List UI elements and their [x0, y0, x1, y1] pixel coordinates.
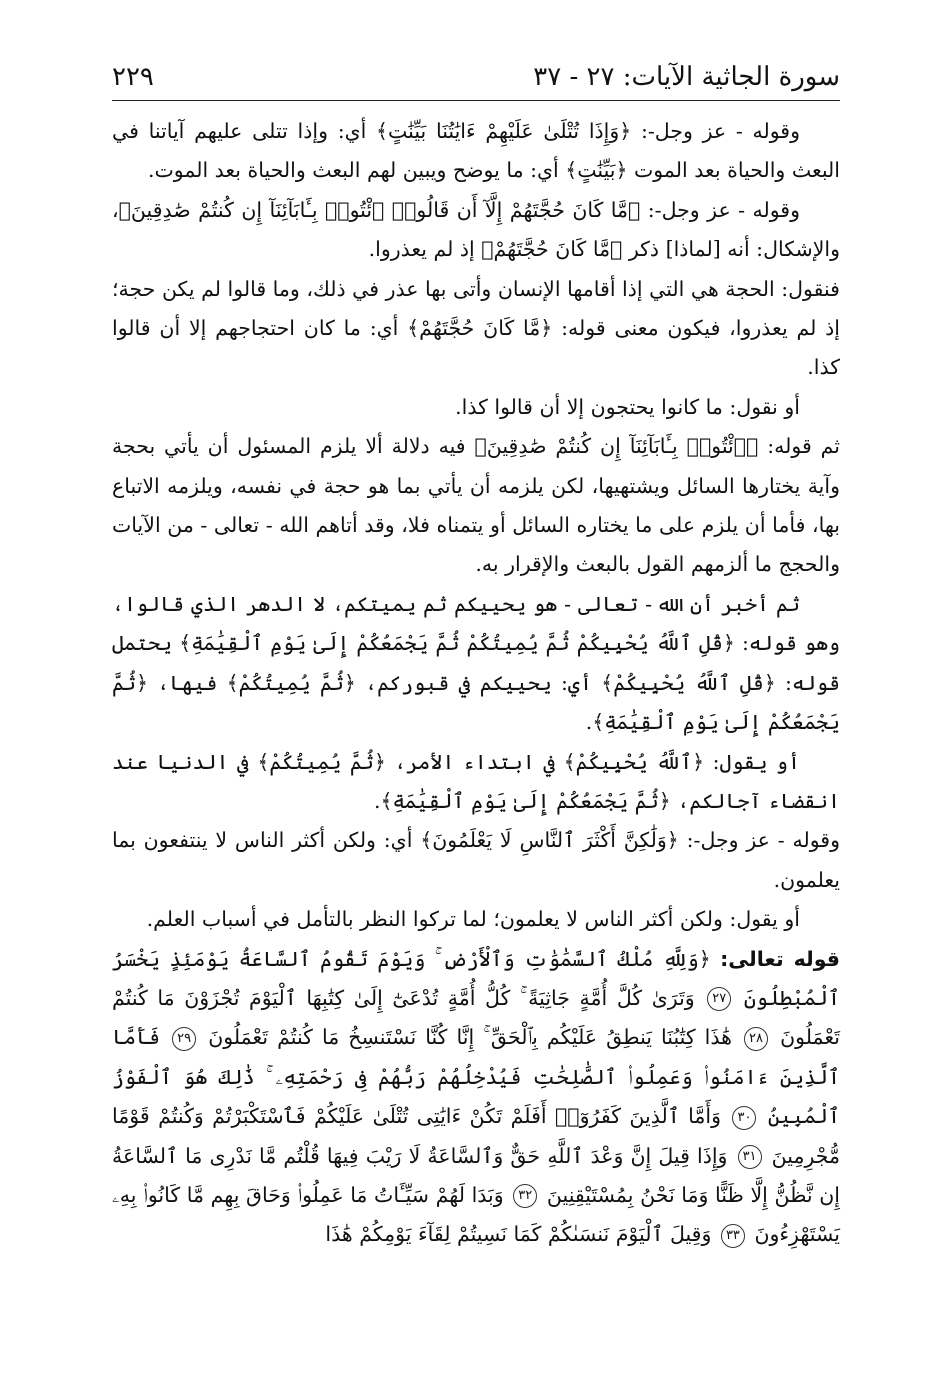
verse-text: وَإِذَا قِيلَ إِنَّ وَعْدَ ٱللَّهِ حَقٌّ وَٱلسَّاعَةُ لَا رَيْبَ فِيهَا قُلْتُم مَّا نَدْرِى مَا ٱلسَّاعَةُ إِن نَّظُنُّ إِلَّا ظَنًّا وَمَا نَحْنُ بِمُسْتَيْقِنِينَ: [112, 1143, 840, 1207]
page-header: [112, 52, 840, 92]
verses-label: قوله تعالى:: [720, 946, 840, 971]
paragraph: وقوله - عز وجل-: ﴿وَلَٰكِنَّ أَكْثَرَ ٱلنَّاسِ لَا يَعْلَمُونَ﴾ أي: ولكن أكثر الناس لا ينتفعون بما يعلمون.: [112, 828, 840, 892]
header-divider: [112, 100, 840, 101]
paragraph: فنقول: الحجة هي التي إذا أقامها الإنسان وأتى بها عذر في ذلك، وما قالوا لم يكن حجة؛ إذ لم يعذروا، فيكون معنى قوله: ﴿مَّا كَانَ حُجَّتَهُمْ﴾ أي: ما كان احتجاجهم إلا أن قالوا كذا.: [112, 276, 840, 380]
verse-text: ﴿وَلِلَّهِ مُلْكُ ٱلسَّمَٰوَٰتِ وَٱلْأَرْضِ ۚ وَيَوْمَ تَقُومُ ٱلسَّاعَةُ يَوْمَئِذٍ يَخْسَرُ ٱلْمُبْطِلُونَ: [112, 946, 840, 1010]
verse-number-marker: ٣١: [738, 1145, 762, 1169]
verse-text: هَٰذَا كِتَٰبُنَا يَنطِقُ عَلَيْكُم بِٱلْحَقِّ ۚ إِنَّا كُنَّا نَسْتَنسِخُ مَا كُنتُمْ تَعْمَلُونَ: [208, 1025, 732, 1050]
paragraph: أو نقول: ما كانوا يحتجون إلا أن قالوا كذا.: [455, 394, 800, 419]
verse-number-marker: ٣٢: [513, 1184, 537, 1208]
surah-title: سورة الجاثية الآيات: ٢٧ - ٣٧: [533, 62, 840, 92]
verse-number-marker: ٣٣: [721, 1224, 745, 1248]
paragraph: أو يقول: ﴿ٱللَّهُ يُحْيِيكُمْ﴾ في ابتداء الأمر، ﴿ثُمَّ يُمِيتُكُمْ﴾ في الدنيا عند انقضاء آجالكم، ﴿ثُمَّ يَجْمَعُكُمْ إِلَىٰ يَوْمِ ٱلْقِيَٰمَةِ﴾.: [112, 749, 840, 813]
verse-number-marker: ٢٨: [744, 1027, 768, 1051]
paragraph: وقوله - عز وجل-: ﴿مَّا كَانَ حُجَّتَهُمْ إِلَّآ أَن قَالُوا۟ ٱئْتُوا۟ بِـَٔابَآئِنَآ إِن كُنتُمْ صَٰدِقِينَ﴾، والإشكال: أنه [لماذا] ذكر ﴿مَّا كَانَ حُجَّتَهُمْ﴾ إذ لم يعذروا.: [112, 197, 840, 262]
verse-text: فَأَمَّا ٱلَّذِينَ ءَامَنُوا۟ وَعَمِلُوا۟ ٱلصَّٰلِحَٰتِ فَيُدْخِلُهُمْ رَبُّهُمْ فِى رَحْمَتِهِۦ ۚ ذَٰلِكَ هُوَ ٱلْفَوْزُ ٱلْمُبِينُ: [112, 1025, 840, 1129]
verse-text: وَأَمَّا ٱلَّذِينَ كَفَرُوٓا۟ أَفَلَمْ تَكُنْ ءَايَٰتِى تُتْلَىٰ عَلَيْكُمْ فَٱسْتَكْبَرْتُمْ وَكُنتُمْ قَوْمًا مُّجْرِمِينَ: [112, 1104, 840, 1168]
verse-number-marker: ٢٩: [172, 1027, 196, 1051]
verse-text: وَقِيلَ ٱلْيَوْمَ نَنسَىٰكُمْ كَمَا نَسِيتُمْ لِقَآءَ يَوْمِكُمْ هَٰذَا: [325, 1222, 712, 1247]
paragraph: ثم قوله: ﴿ٱئْتُوا۟ بِـَٔابَآئِنَآ إِن كُنتُمْ صَٰدِقِينَ﴾ فيه دلالة ألا يلزم المسئول أن يأتي بحجة وآية يختارها السائل ويشتهيها، لكن يلزمه أن يأتي بما هو حجة في نفسه، ويلزمه الاتباع بها، فأما أن يلزم على ما يختاره السائل أو يتمناه فلا، وقد أتاهم الله - تعالى - من الآيات والحجج ما ألزمهم القول بالبعث والإقرار به.: [112, 434, 840, 577]
verse-number-marker: ٣٠: [732, 1106, 756, 1130]
paragraph: ثم أخبر أن الله - تعالى - هو يحييكم ثم يميتكم، لا الدهر الذي قالوا، وهو قوله: ﴿قُلِ ٱللَّهُ يُحْيِيكُمْ ثُمَّ يُمِيتُكُمْ ثُمَّ يَجْمَعُكُمْ إِلَىٰ يَوْمِ ٱلْقِيَٰمَةِ﴾ يحتمل قوله: ﴿قُلِ ٱللَّهُ يُحْيِيكُمْ﴾ أي: يحييكم في قبوركم، ﴿ثُمَّ يُمِيتُكُمْ﴾ فيها، ﴿ثُمَّ يَجْمَعُكُمْ إِلَىٰ يَوْمِ ٱلْقِيَٰمَةِ﴾.: [112, 591, 840, 735]
page-number: ٢٢٩: [112, 62, 154, 92]
paragraph: أو يقول: ولكن أكثر الناس لا يعلمون؛ لما تركوا النظر بالتأمل في أسباب العلم.: [146, 907, 800, 932]
verse-text: وَتَرَىٰ كُلَّ أُمَّةٍ جَاثِيَةً ۚ كُلُّ أُمَّةٍ تُدْعَىٰٓ إِلَىٰ كِتَٰبِهَا ٱلْيَوْمَ تُجْزَوْنَ مَا كُنتُمْ تَعْمَلُونَ: [112, 985, 840, 1050]
verses-block: [112, 940, 840, 1255]
verse-text: وَبَدَا لَهُمْ سَيِّـَٔاتُ مَا عَمِلُوا۟ وَحَاقَ بِهِم مَّا كَانُوا۟ بِهِۦ يَسْتَهْزِءُونَ: [112, 1182, 840, 1247]
paragraph: وقوله - عز وجل-: ﴿وَإِذَا تُتْلَىٰ عَلَيْهِمْ ءَايَٰتُنَا بَيِّنَٰتٍ﴾ أي: وإذا تتلى عليهم آياتنا في البعث والحياة بعد الموت ﴿بَيِّنَٰتٍ﴾ أي: ما يوضح ويبين لهم البعث والحياة بعد الموت.: [112, 119, 840, 183]
page-body: [112, 112, 840, 1255]
verse-number-marker: ٢٧: [707, 987, 731, 1011]
